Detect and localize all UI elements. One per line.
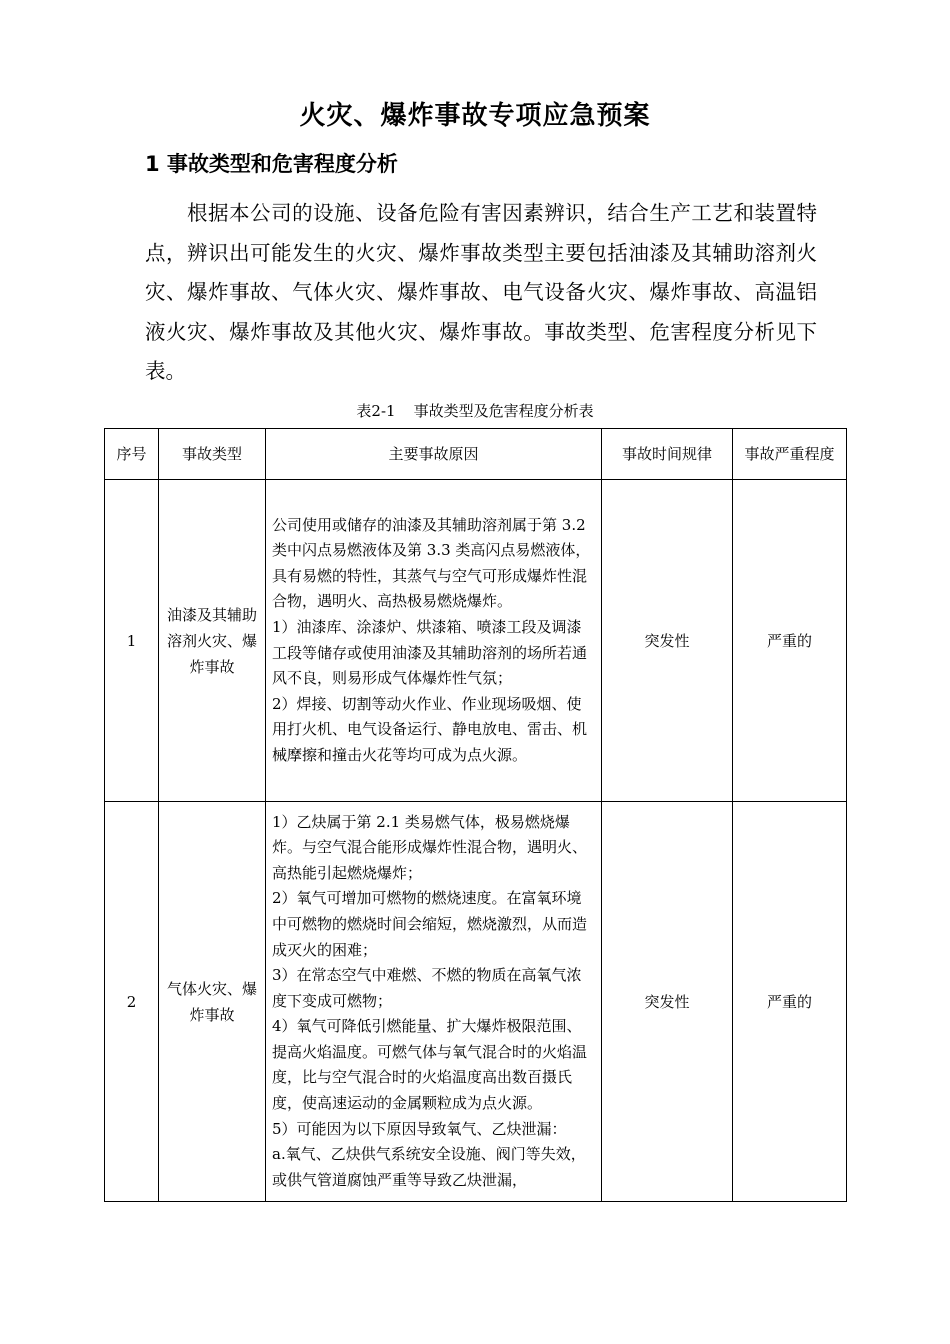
header-time-pattern: 事故时间规律 <box>602 429 733 480</box>
cause-line: 公司使用或储存的油漆及其辅助溶剂属于第 3.2 类中闪点易燃液体及第 3.3 类高闪点易燃液体，具有易燃的特性，其蒸气与空气可形成爆炸性混合物，遇明火、高热极易燃烧爆炸。 <box>272 515 591 611</box>
cell-main-causes <box>266 802 602 1202</box>
table-caption <box>0 399 950 423</box>
header-main-causes: 主要事故原因 <box>266 429 602 480</box>
cause-line: 4）氧气可降低引燃能量、扩大爆炸极限范围、提高火焰温度。可燃气体与氧气混合时的火焰温度，比与空气混合时的火焰温度高出数百摄氏度，使高速运动的金属颗粒成为点火源。 <box>272 1017 588 1113</box>
cause-line: 1）乙炔属于第 2.1 类易燃气体，极易燃烧爆炸。与空气混合能形成爆炸性混合物，遇明火、高热能引起燃烧爆炸； <box>272 812 588 882</box>
cell-serial-no: 1 <box>105 480 159 802</box>
header-severity: 事故严重程度 <box>733 429 847 480</box>
header-accident-type: 事故类型 <box>159 429 266 480</box>
table-caption-number: 表2-1 <box>356 402 396 420</box>
intro-paragraph: 根据本公司的设施、设备危险有害因素辨识，结合生产工艺和装置特点，辨识出可能发生的火灾、爆炸事故类型主要包括油漆及其辅助溶剂火灾、爆炸事故、气体火灾、爆炸事故、电气设备火灾、爆炸事故、高温铝液火灾、爆炸事故及其他火灾、爆炸事故。事故类型、危害程度分析见下表。 <box>145 201 817 383</box>
cause-line: 1）油漆库、涂漆炉、烘漆箱、喷漆工段及调漆工段等储存或使用油漆及其辅助溶剂的场所若通风不良，则易形成气体爆炸性气氛； <box>272 617 588 688</box>
cell-severity: 严重的 <box>733 480 847 802</box>
cause-line: 2）氧气可增加可燃物的燃烧速度。在富氧环境中可燃物的燃烧时间会缩短，燃烧激烈，从而造成灭火的困难； <box>272 889 588 959</box>
accident-analysis-table <box>104 428 847 1202</box>
document-title: 火灾、爆炸事故专项应急预案 <box>299 101 651 131</box>
table-row <box>105 480 847 802</box>
table-row <box>105 802 847 1202</box>
table-caption-title: 事故类型及危害程度分析表 <box>413 402 594 420</box>
cause-line: 3）在常态空气中难燃、不燃的物质在高氧气浓度下变成可燃物； <box>272 966 582 1010</box>
section-heading: 1 事故类型和危害程度分析 <box>145 152 398 176</box>
cell-time-pattern: 突发性 <box>602 480 733 802</box>
cell-accident-type: 气体火灾、爆炸事故 <box>159 802 266 1202</box>
cell-serial-no: 2 <box>105 802 159 1202</box>
table-header-row <box>105 429 847 480</box>
cause-line: a.氧气、乙炔供气系统安全设施、阀门等失效，或供气管道腐蚀严重等导致乙炔泄漏， <box>272 1145 586 1189</box>
cause-line: 2）焊接、切割等动火作业、作业现场吸烟、使用打火机、电气设备运行、静电放电、雷击、机械摩擦和撞击火花等均可成为点火源。 <box>272 694 588 764</box>
cause-line: 5）可能因为以下原因导致氧气、乙炔泄漏： <box>272 1119 567 1138</box>
cell-time-pattern: 突发性 <box>602 802 733 1202</box>
cell-accident-type: 油漆及其辅助溶剂火灾、爆炸事故 <box>159 480 266 802</box>
cell-severity: 严重的 <box>733 802 847 1202</box>
cell-main-causes <box>266 480 602 802</box>
header-serial-no: 序号 <box>105 429 159 480</box>
